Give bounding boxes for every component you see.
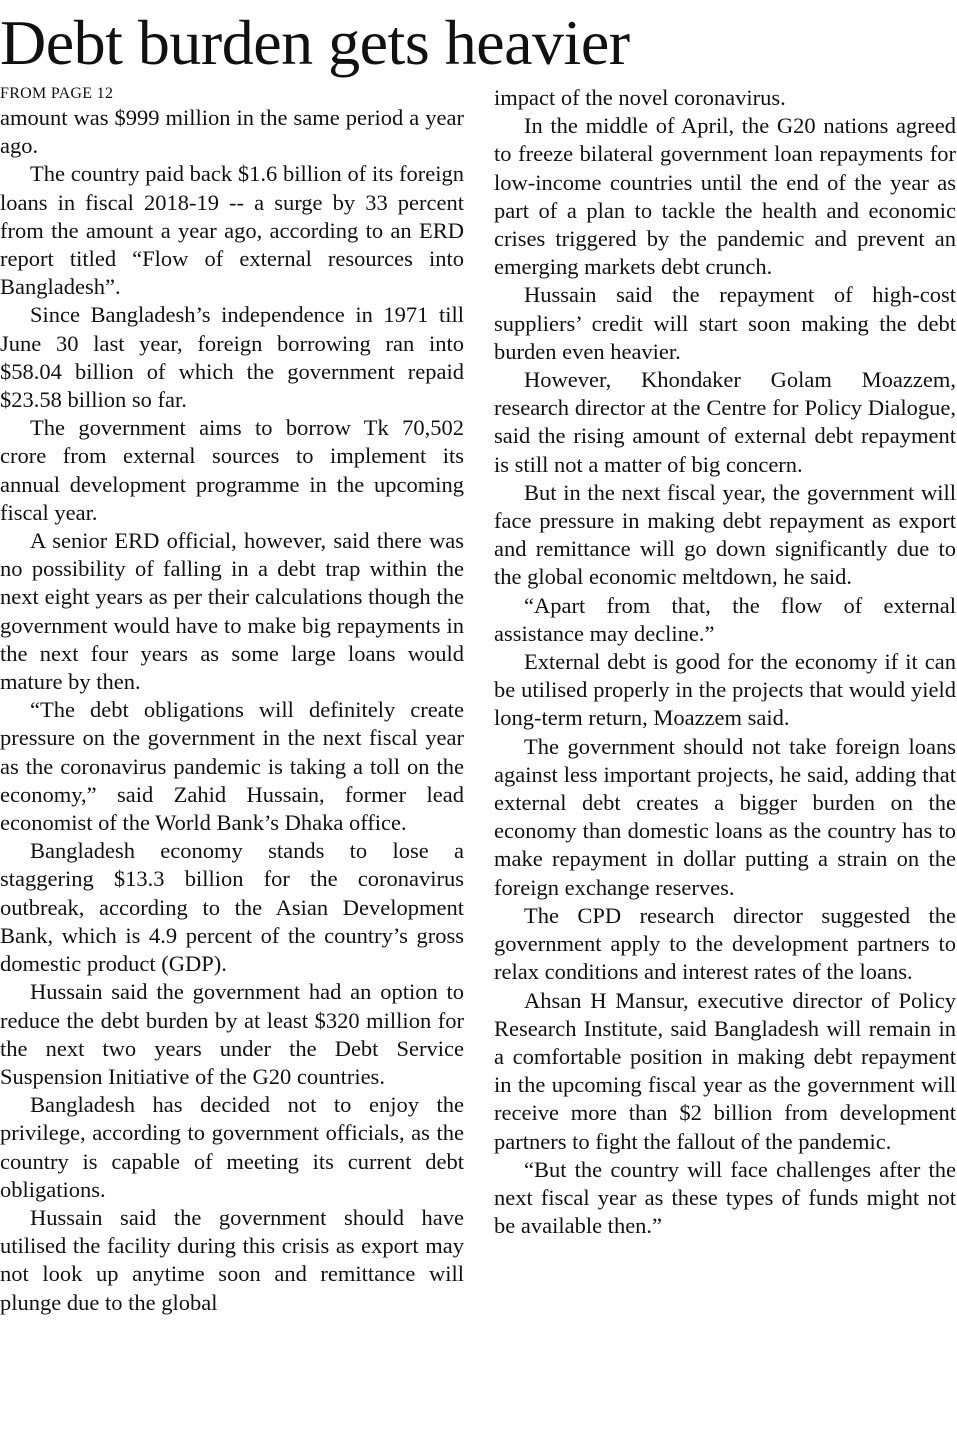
paragraph: A senior ERD official, however, said there was no possibility of falling in a debt trap within the next eight years as per their calculations though the government would have to make big repayments in the next four years as some large loans would mature by then. (0, 528, 464, 695)
paragraph: The country paid back $1.6 billion of its foreign loans in fiscal 2018-19 -- a surge by 33 percent from the amount a year ago, according to an ERD report titled “Flow of external resources into Bangladesh”. (0, 161, 464, 300)
headline: Debt burden gets heavier (0, 7, 630, 78)
paragraph: “Apart from that, the flow of external assistance may decline.” (494, 592, 956, 646)
paragraph: “The debt obligations will definitely create pressure on the government in the next fiscal year as the coronavirus pandemic is taking a toll on the economy,” said Zahid Hussain, former lead economist of the World Bank’s Dhaka office. (0, 697, 464, 836)
paragraph: Bangladesh has decided not to enjoy the privilege, according to government officials, as the country is capable of meeting its current debt obligations. (0, 1092, 464, 1202)
paragraph: impact of the novel coronavirus. (494, 85, 786, 110)
continuation-kicker: FROM PAGE 12 (0, 85, 114, 102)
paragraph: The government aims to borrow Tk 70,502 crore from external sources to implement its annual development programme in the upcoming fiscal year. (0, 415, 464, 525)
paragraph: The government should not take foreign loans against less important projects, he said, adding that external debt creates a bigger burden on the economy than domestic loans as the country has to make repayment in dollar putting a strain on the foreign exchange reserves. (494, 733, 956, 900)
paragraph: In the middle of April, the G20 nations agreed to freeze bilateral government loan repayments for low-income countries until the end of the year as part of a plan to tackle the health and economic crises triggered by the pandemic and prevent an emerging markets debt crunch. (494, 113, 956, 280)
paragraph: The CPD research director suggested the government apply to the development partners to relax conditions and interest rates of the loans. (494, 902, 956, 985)
paragraph: Since Bangladesh’s independence in 1971 till June 30 last year, foreign borrowing ran into $58.04 billion of which the government repaid $23.58 billion so far. (0, 302, 464, 413)
paragraph: External debt is good for the economy if it can be utilised properly in the projects that would yield long-term return, Moazzem said. (494, 649, 956, 731)
paragraph: However, Khondaker Golam Moazzem, research director at the Centre for Policy Dialogue, said the rising amount of external debt repayment is still not a matter of big concern. (494, 367, 956, 477)
article-column-right (494, 84, 956, 1240)
paragraph: Bangladesh economy stands to lose a staggering $13.3 billion for the coronavirus outbreak, according to the Asian Development Bank, which is 4.9 percent of the country’s gross domestic product (GDP). (0, 838, 464, 977)
paragraph: Hussain said the repayment of high-cost suppliers’ credit will start soon making the debt burden even heavier. (494, 282, 956, 364)
article-column-left (0, 84, 464, 1317)
paragraph: Hussain said the government had an option to reduce the debt burden by at least $320 million for the next two years under the Debt Service Suspension Initiative of the G20 countries. (0, 979, 464, 1089)
paragraph: Hussain said the government should have utilised the facility during this crisis as export may not look up anytime soon and remittance will plunge due to the global (0, 1204, 464, 1315)
paragraph: amount was $999 million in the same period a year ago. (0, 105, 464, 159)
paragraph: “But the country will face challenges after the next fiscal year as these types of funds might not be available then.” (494, 1156, 956, 1239)
paragraph: Ahsan H Mansur, executive director of Policy Research Institute, said Bangladesh will remain in a comfortable position in making debt repayment in the upcoming fiscal year as the government will receive more than $2 billion from development partners to fight the fallout of the pandemic. (494, 987, 956, 1154)
paragraph: But in the next fiscal year, the government will face pressure in making debt repayment as export and remittance will go down significantly due to the global economic meltdown, he said. (494, 479, 956, 590)
